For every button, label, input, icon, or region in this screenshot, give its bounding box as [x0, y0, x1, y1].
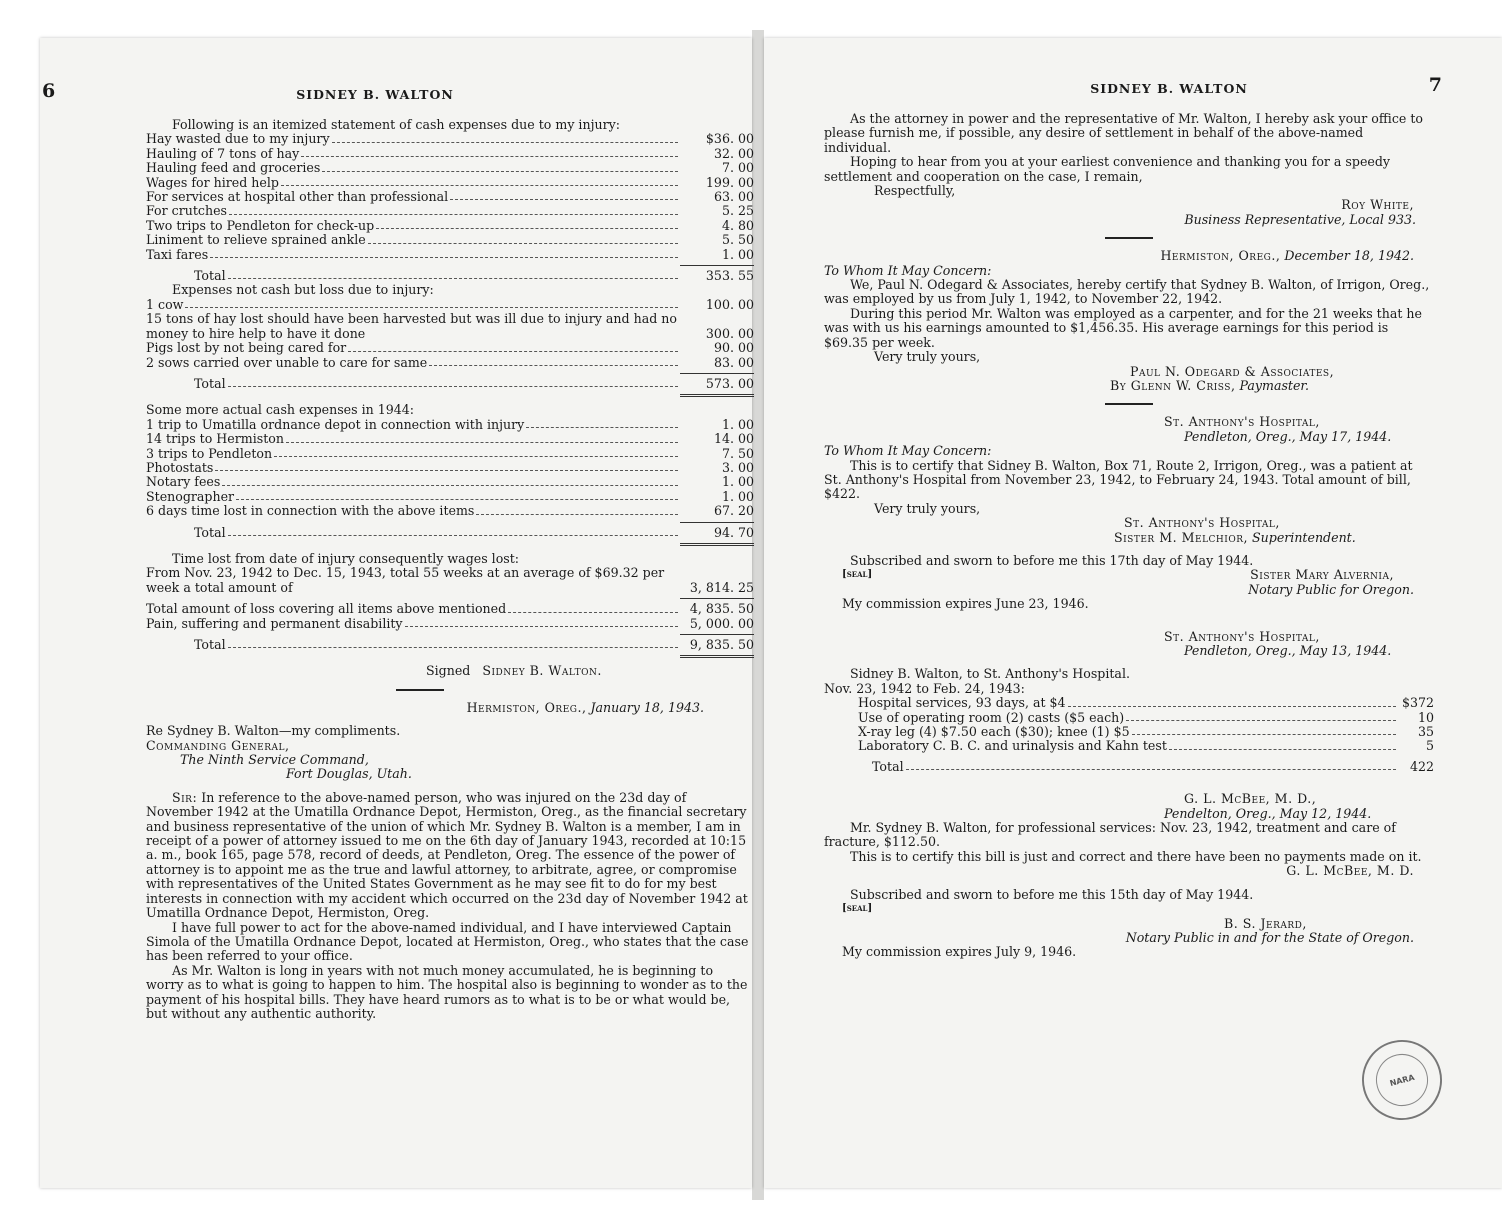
commission: My commission expires June 23, 1946.: [842, 596, 1089, 612]
closing: Very truly yours,: [874, 349, 981, 365]
letter-paragraph: We, Paul N. Odegard & Associates, hereby certify that Sydney B. Walton, of Irrigon, Oreg., was employed by us from July 1, 1942, to November 22, 1942.: [824, 277, 1430, 307]
signer-title: Business Representative, Local 933.: [1184, 211, 1416, 227]
section-divider: [1105, 403, 1153, 405]
running-title: SIDNEY B. WALTON: [296, 87, 454, 102]
left-page-content: [42, 80, 754, 1021]
bill-period: Nov. 23, 1942 to Feb. 24, 1943:: [824, 680, 1025, 696]
bill-items: [824, 696, 1434, 754]
notary-name: B. S. Jerard,: [1224, 915, 1307, 931]
cash-expense-list: [146, 132, 754, 262]
expense-row: Hauling feed and groceries 7. 00: [146, 160, 754, 176]
closing: Very truly yours,: [874, 500, 981, 516]
stamp-text: NARA: [1370, 1048, 1434, 1112]
letter-paragraph: Sir: In reference to the above-named person, who was injured on the 23d day of November 1942 at the Umatilla Ordnance Depot, Hermiston, Oreg., as the financial secretary and business representative of the union of which Mr. Sydney B. Walton is a member, I am in receipt of a power of attorney issued to me on the 6th day of January 1943, recorded at 10:15 a. m., book 165, page 578, record of deeds, at Pendleton, Oreg. The essence of the power of attorney is to appoint me as the true and lawful attorney, to arbitrate, agree, or compromise with representatives of the United States Government as he may see fit to do for my best interests in connection with my accident which occurred on the 23d day of November 1942 at Umatilla Ordnance Depot, Hermiston, Oreg.: [146, 789, 748, 921]
expense-row: Pigs lost by not being cared for 90. 00: [146, 340, 754, 356]
noncash-intro: Expenses not cash but loss due to injury:: [172, 282, 434, 298]
rule: [680, 265, 754, 266]
page-number: 7: [1428, 74, 1442, 96]
rule: [680, 373, 754, 374]
dateline: Pendleton, Oreg., May 13, 1944.: [1184, 643, 1392, 658]
notary-title: Notary Public in and for the State of Oregon.: [1125, 929, 1414, 945]
notary-title: Notary Public for Oregon.: [1248, 581, 1414, 597]
to-whom: To Whom It May Concern:: [824, 262, 992, 278]
expenses-intro: Following is an itemized statement of cash expenses due to my injury:: [172, 117, 620, 132]
expense-row: Wages for hired help 199. 00: [146, 174, 754, 190]
section-divider: [1105, 237, 1153, 239]
double-rule: [680, 394, 754, 397]
addressee: Commanding General,: [146, 737, 290, 753]
signer-name: Roy White,: [1341, 197, 1414, 213]
letter-paragraph: As the attorney in power and the representative of Mr. Walton, I hereby ask your office to please furnish me, if possible, any desire of settlement in behalf of the above-named individual.: [824, 111, 1423, 155]
dateline: Pendleton, Oreg., May 17, 1944.: [1184, 428, 1392, 444]
expense-row: Hay wasted due to my injury $36. 00: [146, 131, 754, 147]
letter-paragraph: This is to certify this bill is just and correct and there have been no payments made on it.: [850, 848, 1422, 864]
section-divider: [396, 689, 444, 691]
commission: My commission expires July 9, 1946.: [842, 944, 1077, 960]
expense-row: Two trips to Pendleton for check-up 4. 80: [146, 217, 754, 233]
expense-row: For services at hospital other than professional 63. 00: [146, 189, 754, 205]
cash-total-row: Total 353. 55: [194, 268, 754, 284]
letter-paragraph: Hoping to hear from you at your earliest convenience and thanking you for a speedy settlement and cooperation on the case, I remain,: [824, 154, 1391, 184]
signer-line: Sister M. Melchior, Superintendent.: [1114, 529, 1356, 545]
dateline: Hermiston, Oreg., December 18, 1942.: [1160, 248, 1414, 264]
expense-row: 14 trips to Hermiston 14. 00: [146, 431, 754, 447]
bill-total-row: Total 422: [872, 758, 1434, 774]
more-total-row: Total 94. 70: [194, 524, 754, 540]
grand-total-row: Total 9, 835. 50: [194, 637, 754, 652]
more-expenses-intro: Some more actual cash expenses in 1944:: [146, 402, 415, 418]
left-page: [40, 38, 752, 1188]
running-title: SIDNEY B. WALTON: [1090, 81, 1248, 96]
to-whom: To Whom It May Concern:: [824, 443, 992, 459]
letter-paragraph: I have full power to act for the above-named individual, and I have interviewed Captain Simola of the Umatilla Ordnance Depot, located at Hermiston, Oreg., who states that the case has been referred to your office.: [146, 919, 749, 964]
letter-paragraph: This is to certify that Sidney B. Walton, Box 71, Route 2, Irrigon, Oreg., was a patient at St. Anthony's Hospital from November 23, 1942, to February 24, 1943. Total amount of bill, $422.: [824, 457, 1413, 502]
time-lost-intro: Time lost from date of injury consequently wages lost:: [172, 550, 520, 566]
left-page-header: [42, 80, 754, 108]
letter-paragraph: During this period Mr. Walton was employed as a carpenter, and for the 21 weeks that he was with us his earnings amounted to $1,456.35. His average earnings for this period is $69.35 per week.: [824, 305, 1422, 350]
signer-name: Sidney B. Walton.: [482, 663, 602, 679]
notary-name: Sister Mary Alvernia,: [1250, 567, 1394, 583]
letter-paragraph: Mr. Sydney B. Walton, for professional services: Nov. 23, 1942, treatment and care of fracture, $112.50.: [824, 820, 1396, 850]
sworn-statement: Subscribed and sworn to before me this 17th day of May 1944.: [850, 552, 1254, 568]
hospital-name: St. Anthony's Hospital,: [1164, 414, 1320, 430]
bill-row: X-ray leg (4) $7.50 each ($30); knee (1) $5 35: [858, 724, 1434, 740]
noncash-total-row: Total 573. 00: [194, 375, 754, 391]
expense-row: 15 tons of hay lost should have been harvested but was ill due to injury and had no money to hire help to have it done 300. 00: [146, 311, 754, 341]
hospital-name: St. Anthony's Hospital,: [1164, 628, 1320, 644]
double-rule: [680, 543, 754, 546]
expense-row: Hauling of 7 tons of hay 32. 00: [146, 145, 754, 161]
summary-row: Pain, suffering and permanent disability 5, 000. 00: [146, 615, 754, 631]
letter-re: Re Sydney B. Walton—my compliments.: [146, 723, 401, 739]
addressee-line: Fort Douglas, Utah.: [286, 766, 412, 782]
sworn-statement: Subscribed and sworn to before me this 15th day of May 1944.: [850, 886, 1254, 902]
expense-row: Photostats 3. 00: [146, 459, 754, 475]
page-number: 6: [42, 80, 56, 102]
expense-row: Taxi fares 1. 00: [146, 246, 754, 262]
addressee-line: The Ninth Service Command,: [180, 752, 369, 768]
bill-row: Use of operating room (2) casts ($5 each) 10: [858, 709, 1434, 725]
dateline: Pendelton, Oreg., May 12, 1944.: [1164, 805, 1372, 821]
rule: [680, 634, 754, 635]
bill-intro: Sidney B. Walton, to St. Anthony's Hospital.: [850, 666, 1130, 682]
letter-dateline: Hermiston, Oreg., January 18, 1943.: [466, 699, 704, 715]
right-page-header: [824, 74, 1442, 102]
expense-row: For crutches 5. 25: [146, 203, 754, 219]
expense-row: 3 trips to Pendleton 7. 50: [146, 445, 754, 461]
hospital-name: St. Anthony's Hospital,: [1124, 515, 1280, 531]
expense-row: 6 days time lost in connection with the above items 67. 20: [146, 503, 754, 519]
letter-paragraph: As Mr. Walton is long in years with not much money accumulated, he is beginning to worry as to what is going to happen to him. The hospital also is beginning to wonder as to the payment of his hospital bills. They have heard rumors as to what is to be or what would be, but without any authentic authority.: [146, 962, 748, 1021]
seal-mark: [seal]: [842, 903, 873, 915]
seal-row: [824, 568, 1434, 582]
bill-row: Laboratory C. B. C. and urinalysis and Kahn test 5: [858, 738, 1434, 754]
right-page-content: [824, 74, 1442, 960]
doctor-name: G. L. McBee, M. D.,: [1184, 791, 1317, 807]
time-lost-row: From Nov. 23, 1942 to Dec. 15, 1943, total 55 weeks at an average of $69.32 per week a total amount of 3, 814. 25: [146, 565, 754, 595]
expense-row: Stenographer 1. 00: [146, 488, 754, 504]
expense-row: Notary fees 1. 00: [146, 474, 754, 490]
summary-row: Total amount of loss covering all items above mentioned 4, 835. 50: [146, 601, 754, 617]
signer-line: By Glenn W. Criss, Paymaster.: [1110, 377, 1310, 393]
double-rule: [680, 655, 754, 658]
expense-row: 1 trip to Umatilla ordnance depot in connection with injury 1. 00: [146, 416, 754, 432]
signature-line: Signed Sidney B. Walton.: [426, 663, 602, 679]
rule: [680, 522, 754, 523]
bill-row: Hospital services, 93 days, at $4 $372: [858, 695, 1434, 711]
seal-mark: [seal]: [842, 569, 873, 581]
expense-row: Liniment to relieve sprained ankle 5. 50: [146, 232, 754, 248]
rule: [680, 598, 754, 599]
right-page: [764, 38, 1502, 1188]
signer-name: Paul N. Odegard & Associates,: [1130, 363, 1335, 379]
expense-row: 2 sows carried over unable to care for same 83. 00: [146, 354, 754, 370]
doctor-signature: G. L. McBee, M. D.: [1286, 863, 1414, 879]
expense-row: 1 cow 100. 00: [146, 296, 754, 312]
closing: Respectfully,: [874, 183, 956, 199]
